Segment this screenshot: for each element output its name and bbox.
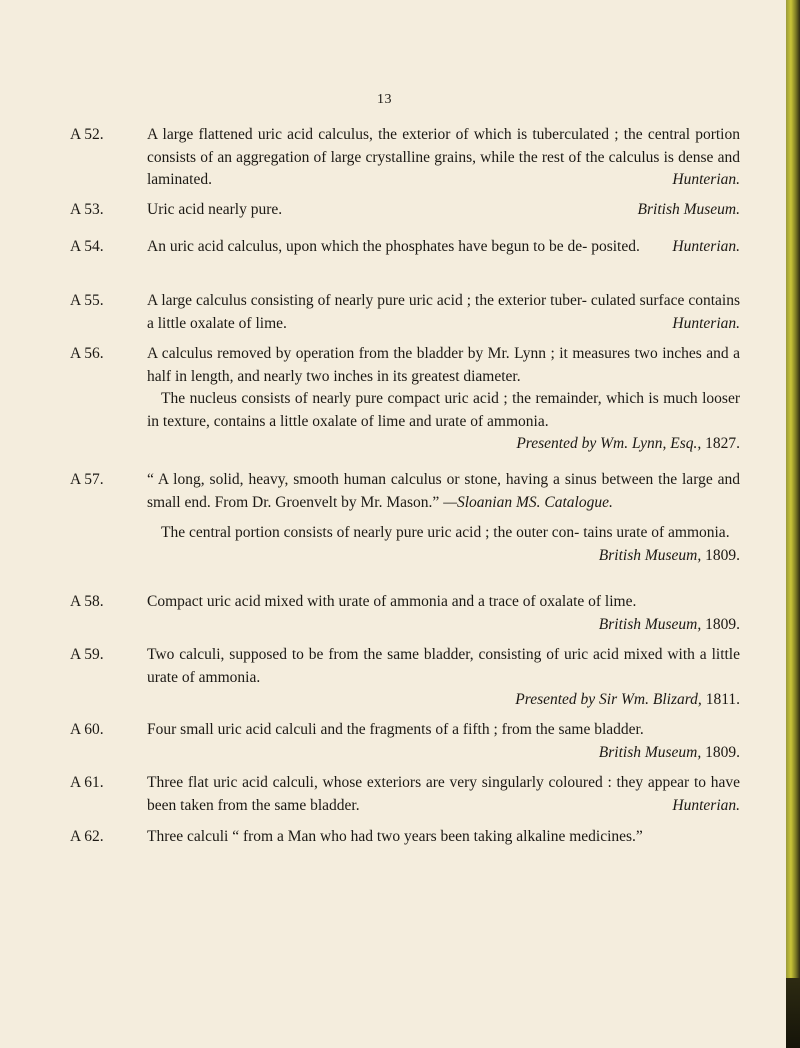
entry-source: Hunterian. xyxy=(672,314,740,332)
page-number: 13 xyxy=(377,92,392,107)
entry-body xyxy=(147,826,740,849)
entry-text: A large flattened uric acid calculus, the exterior of which is tuberculated ; the central portion consists of an aggregation of large crystalline grains, while the rest of the calculus is dense and laminated. xyxy=(147,126,740,188)
entry-body xyxy=(147,719,740,761)
entry-code: A 61. xyxy=(70,774,104,791)
entry-code: A 60. xyxy=(70,721,104,738)
entry-body xyxy=(147,772,740,817)
book-edge xyxy=(786,0,800,1048)
entry-body xyxy=(147,236,740,259)
entry-citation: —Sloanian MS. Catalogue. xyxy=(443,493,613,511)
entry-text: A calculus removed by operation from the bladder by Mr. Lynn ; it measures two inches and a half in length, and nearly two inches in its greatest diameter. xyxy=(147,345,740,385)
entry-code: A 57. xyxy=(70,471,104,488)
entry-source: Hunterian. xyxy=(672,171,740,188)
entry-text: Three calculi “ from a Man who had two years been taking alkaline medicines.” xyxy=(147,828,643,845)
entry-text: Four small uric acid calculi and the fragments of a fifth ; from the same bladder. xyxy=(147,721,644,738)
catalogue-entry-a58 xyxy=(70,591,740,636)
catalogue-entry-a56 xyxy=(70,343,740,456)
entry-text: A large calculus consisting of nearly pure uric acid ; the exterior tuber- culated surface contains a little oxalate of lime. xyxy=(147,292,740,332)
entry-code: A 54. xyxy=(70,238,104,255)
entry-text: Two calculi, supposed to be from the same bladder, consisting of uric acid mixed with a little urate of ammonia. xyxy=(147,646,740,686)
entry-code: A 55. xyxy=(70,292,104,309)
catalogue-entry-a57 xyxy=(70,469,740,567)
entry-text: Three flat uric acid calculi, whose exteriors are very singularly coloured : they appear to have been taken from the same bladder. xyxy=(147,774,740,814)
catalogue-entry-a59 xyxy=(70,644,740,712)
entry-text-continued: The nucleus consists of nearly pure compact uric acid ; the remainder, which is much looser in texture, contains a little oxalate of lime and urate of ammonia. Presented by Wm. Lynn, Esq., 1827. xyxy=(147,388,740,433)
catalogue-entry-a55 xyxy=(70,290,740,335)
entry-text: Compact uric acid mixed with urate of ammonia and a trace of oxalate of lime. xyxy=(147,593,637,610)
entry-code: A 59. xyxy=(70,646,104,663)
entry-body xyxy=(147,290,740,335)
entry-body xyxy=(147,199,740,222)
entry-source: British Museum, 1809. xyxy=(598,615,740,633)
entry-source: Hunterian. xyxy=(672,238,740,255)
entry-code: A 52. xyxy=(70,126,104,143)
entry-body xyxy=(147,591,740,633)
entry-body xyxy=(147,124,740,192)
entry-source: British Museum, 1809. xyxy=(598,546,740,564)
catalogue-entry-a54 xyxy=(70,236,740,259)
entry-code: A 53. xyxy=(70,201,104,218)
entry-source: British Museum, 1809. xyxy=(598,743,740,761)
entry-source: Presented by Sir Wm. Blizard, 1811. xyxy=(515,691,740,708)
entry-text: Uric acid nearly pure. xyxy=(147,201,283,218)
catalogue-entry-a53 xyxy=(70,199,740,222)
catalogue-entry-a60 xyxy=(70,719,740,764)
entry-text: “ A long, solid, heavy, smooth human calculus or stone, having a sinus between the large and small end. From Dr. Groenvelt by Mr. Mason.” —Sloanian MS. Catalogue. xyxy=(147,471,740,511)
entry-code: A 62. xyxy=(70,828,104,845)
entry-text-continued: The central portion consists of nearly pure uric acid ; the outer con- tains urate of ammonia. British Museum, 1809. xyxy=(147,522,740,545)
entry-source: Hunterian. xyxy=(672,796,740,814)
catalogue-entry-a62 xyxy=(70,826,740,849)
entry-source: British Museum. xyxy=(637,201,740,218)
entry-text: An uric acid calculus, upon which the phosphates have begun to be de- posited. xyxy=(147,238,640,255)
entry-code: A 58. xyxy=(70,593,104,610)
catalogue-entry-a52 xyxy=(70,124,740,192)
entry-source: Presented by Wm. Lynn, Esq., 1827. xyxy=(516,435,740,452)
entry-body xyxy=(147,469,740,564)
entry-body xyxy=(147,644,740,712)
entry-body xyxy=(147,343,740,452)
catalogue-entry-a61 xyxy=(70,772,740,817)
entry-code: A 56. xyxy=(70,345,104,362)
